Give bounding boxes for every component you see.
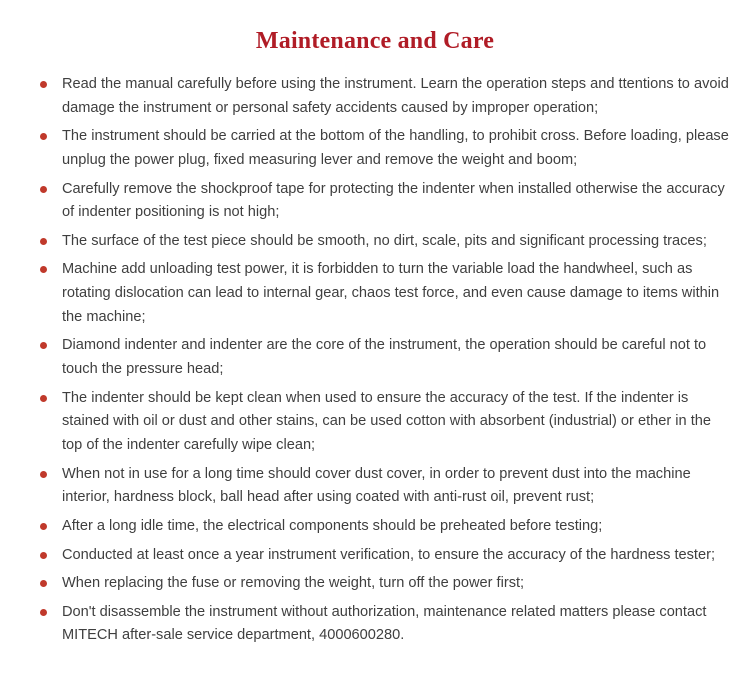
list-item [18,230,732,254]
list-item [18,178,732,225]
disc-bullet-icon [40,238,47,245]
list-item-text: Don't disassemble the instrument without authorization, maintenance related matters please contact MITECH after-sale service department, 4000600280. [62,603,707,644]
disc-bullet-icon [40,395,47,402]
maintenance-list [18,73,732,648]
list-item [18,334,732,381]
list-item [18,544,732,568]
disc-bullet-icon [40,552,47,559]
list-item [18,601,732,648]
list-item [18,125,732,172]
list-item-text: The instrument should be carried at the bottom of the handling, to prohibit cross. Before loading, please unplug the power plug, fixed measuring lever and remove the weight and boom; [62,128,729,168]
disc-bullet-icon [40,342,47,349]
list-item-text: When not in use for a long time should cover dust cover, in order to prevent dust into the machine interior, hardness block, ball head after using coated with anti-rust oil, prevent rust; [62,465,691,506]
page-title: Maintenance and Care [255,28,495,54]
list-item-text: Diamond indenter and indenter are the core of the instrument, the operation should be careful not to touch the pressure head; [62,337,707,378]
disc-bullet-icon [40,609,47,616]
list-item [18,463,732,510]
disc-bullet-icon [40,580,47,587]
disc-bullet-icon [40,266,47,273]
list-item [18,387,732,458]
list-item [18,258,732,329]
list-item-text: Read the manual carefully before using the instrument. Learn the operation steps and ttentions to avoid damage the instrument or personal safety accidents caused by improper operation; [62,76,729,116]
list-item-text: When replacing the fuse or removing the weight, turn off the power first; [62,575,525,592]
disc-bullet-icon [40,523,47,530]
disc-bullet-icon [40,81,47,88]
disc-bullet-icon [40,133,47,140]
disc-bullet-icon [40,471,47,478]
list-item-text: Conducted at least once a year instrument verification, to ensure the accuracy of the hardness tester; [62,546,716,563]
list-item [18,73,732,120]
list-item-text: The surface of the test piece should be smooth, no dirt, scale, pits and significant processing traces; [62,232,707,249]
list-item-text: Carefully remove the shockproof tape for protecting the indenter when installed otherwise the accuracy of indenter positioning is not high; [62,180,725,221]
list-item [18,515,732,539]
list-item-text: The indenter should be kept clean when used to ensure the accuracy of the test. If the indenter is stained with oil or dust and other stains, can be used cotton with absorbent (industrial) or ether in the top of the indenter carefully wipe clean; [62,389,711,453]
list-item [18,572,732,596]
disc-bullet-icon [40,186,47,193]
list-item-text: After a long idle time, the electrical components should be preheated before testing; [62,517,603,534]
list-item-text: Machine add unloading test power, it is forbidden to turn the variable load the handwheel, such as rotating dislocation can lead to internal gear, chaos test force, and even cause damage to items within the machine; [62,261,720,325]
